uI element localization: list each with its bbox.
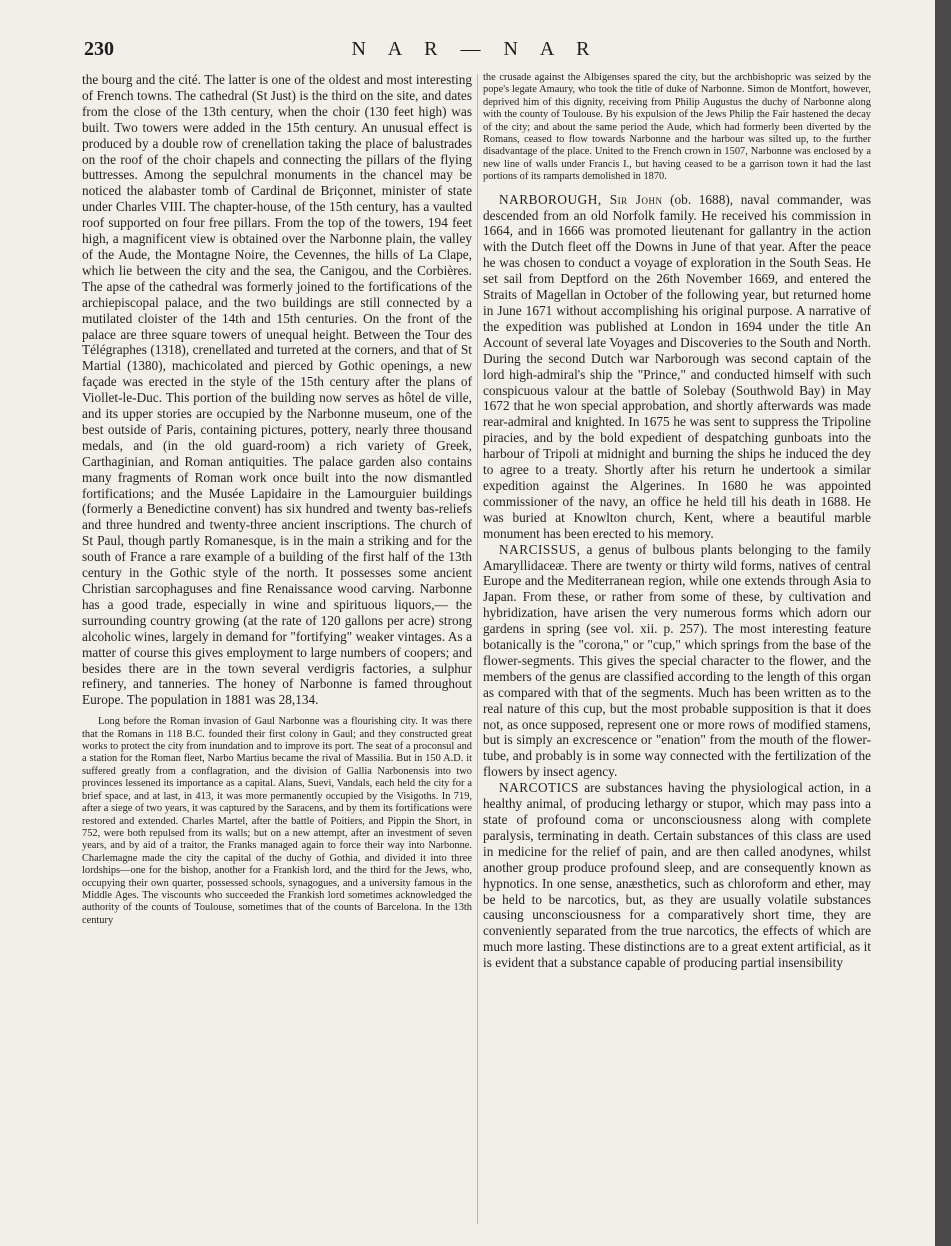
entry-heading-narborough: NARBOROUGH, Sir John xyxy=(499,191,663,207)
entry-heading-narcissus: NARCISSUS, xyxy=(499,541,581,557)
page-number: 230 xyxy=(84,38,114,60)
paragraph-narbonne-history: Long before the Roman invasion of Gaul Narbonne was a flourishing city. It was there that the Romans in 118 B.C. founded their first colony in Gaul; and they constructed great works to protect the city from inundation and to improve its port. The seat of a proconsul and a station for the Roman fleet, Narbo Martius became the rival of Massilia. But in 150 A.D. it suffered greatly from a conflagration, and the division of Gallia Narbonensis into two provinces lessened its importance as a capital. Alans, Suevi, Vandals, each held the city for a brief space, and at last, in 413, it was more permanently occupied by the Visigoths. In 719, after a siege of two years, it was captured by the Saracens, and by them its fortifications were restored and extended. Charles Martel, after the battle of Poitiers, and Pippin the Short, in 752, were both repulsed from its walls; but on a new attempt, after an investment of seven years, and by aid of a traitor, the Franks managed again to force their way into Narbonne. Charlemagne made the city the capital of the duchy of Gothia, and divided it into three lordships—one for the bishop, another for a Frankish lord, and the third for the Jews, who, occupying their own quarter, possessed schools, synagogues, and a university famous in the Middle Ages. The viscounts who succeeded the Frankish lord sometimes acknowledged the authority of the counts of Toulouse, sometimes that of the counts of Barcelona. In the 13th century xyxy=(82,716,472,926)
entry-text-narcissus: a genus of bulbous plants belonging to the family Amaryllidaceæ. There are twenty or thirty wild forms, natives of central Europe and the Mediterranean region, while one extends through Asia to Japan. From these, or rather from some of these, by cultivation and hybridization, have arisen the very numerous forms which adorn our gardens in spring (see vol. xii. p. 257). The most interesting feature botanically is the "corona," or "cup," which springs from the base of the flower-segments. This gives the special character to the flower, and the members of the genus are classified according to the length of this organ as compared with that of the segments. Much has been written as to the real nature of this cup, but the most probable supposition is that it does not, as once supposed, represent one or more rows of modified stamens, but is simply an excrescence or "enation" from the mouth of the flower-tube, and probably is in some way connected with the fertilization of the flowers by insect agency. xyxy=(483,541,872,780)
running-title: N A R — N A R xyxy=(351,38,599,60)
entry-narcissus xyxy=(483,542,871,781)
entry-narborough xyxy=(483,192,871,542)
column-divider xyxy=(477,74,478,1224)
entry-narcotics xyxy=(483,780,871,971)
entry-heading-narcotics: NARCOTICS xyxy=(499,780,579,796)
right-column xyxy=(483,72,871,1222)
page-edge-shadow xyxy=(935,0,951,1246)
paragraph-narbonne-history-continued: the crusade against the Albigenses spared the city, but the archbishopric was seized by the pope's legate Amaury, who took the title of duke of Narbonne. Simon de Montfort, however, deprived him of this dignity, receiving from Philip Augustus the duchy of Narbonne along with the county of Toulouse. By his expulsion of the Jews Philip the Fair hastened the decay of the city; and about the same period the Aude, which had formerly been diverted by the Romans, ceased to flow towards Narbonne and the harbour was silted up, to the further disadvantage of the place. United to the French crown in 1507, Narbonne was enclosed by a new line of walls under Francis I., but having ceased to be a garrison town it had the last portions of its ramparts demolished in 1870. xyxy=(483,72,871,183)
entry-text-narborough: (ob. 1688), naval commander, was descended from an old Norfolk family. He received his commission in 1664, and in 1666 was promoted lieutenant for gallantry in the action with the Dutch fleet off the Downs in June of that year. After the peace he was chosen to conduct a voyage of exploration in the South Seas. He set sail from Deptford on the 26th November 1669, and entered the Straits of Magellan in October of the following year, but returned home in June 1671 without accomplishing his original purpose. A narrative of the expedition was published at London in 1694 under the title An Account of several late Voyages and Discoveries to the South and North. During the second Dutch war Narborough was second captain of the lord high-admiral's ship the "Prince," and conducted himself with such conspicuous valour at the battle of Solebay (Southwold Bay) in May 1672 that he won special approbation, and shortly afterwards was made rear-admiral and knighted. In 1675 he was sent to suppress the Tripoline piracies, and by the bold expedient of despatching gunboats into the harbour of Tripoli at midnight and burning the ships he induced the dey to agree to a treaty. Shortly after his return he undertook a similar expedition against the Algerines. In 1680 he was appointed commissioner of the navy, an office he held till his death in 1688. He was buried at Knowlton church, Kent, where a beautiful marble monument has been erected to his memory. xyxy=(483,191,871,541)
paragraph-narbonne-description: the bourg and the cité. The latter is one of the oldest and most interesting of French towns. The cathedral (St Just) is the third on the site, and dates from the close of the 13th century, when the choir (130 feet high) was built. Two towers were added in the 15th century. An unusual effect is produced by a double row of crenellation taking the place of balustrades on the roof of the choir chapels and connecting the pillars of the flying buttresses. Among the sepulchral monuments in the chancel may be noticed the alabaster tomb of Cardinal de Briçonnet, minister of state under Charles VIII. The chapter-house, of the 15th century, has a vaulted roof supported on four free pillars. From the top of the towers, 194 feet high, a magnificent view is obtained over the Narbonne plain, the valley of the Aude, the Montagne Noire, the Cevennes, the hills of La Clape, which lie between the city and the sea, the Canigou, and the Corbières. The apse of the cathedral was formerly joined to the fortifications of the archiepiscopal palace, and the two buildings are still connected by a mutilated cloister of the 14th and 15th centuries. On the front of the palace are three square towers of unequal height. Between the Tour des Télégraphes (1318), crenellated and turreted at the corners, and that of St Martial (1380), machicolated and pierced by Gothic openings, a new façade was erected in the style of the 15th century after the plans of Viollet-le-Duc. This portion of the building now serves as hôtel de ville, and its upper stories are occupied by the Narbonne museum, one of the best outside of Paris, containing pictures, pottery, nearly three thousand medals, and (in the old guard-room) a rich variety of Greek, Carthaginian, and Roman antiquities. The palace garden also contains many fragments of Roman work once built into the now dismantled fortifications; and the Musée Lapidaire in the Lamourguier buildings (formerly a Benedictine convent) has six hundred and twenty bas-reliefs and three hundred and twenty-three ancient inscriptions. The church of St Paul, though partly Romanesque, is in the main a striking and for the south of France a rare example of a building of the first half of the 13th century in the Gothic style of the north. It possesses some ancient Christian sarcophaguses and fine Renaissance wood carving. Narbonne has a good trade, especially in wine and spirituous liquors,— the surrounding country growing (at the rate of 120 gallons per acre) strong alcoholic wines, largely in demand for "fortifying" weaker vintages. As a matter of course this gives employment to large numbers of coopers; and besides there are in the town several verdigris factories, a sulphur refinery, and tanneries. The honey of Narbonne is famed throughout Europe. The population in 1881 was 28,134. xyxy=(82,72,472,708)
entry-text-narcotics: are substances having the physiological action, in a healthy animal, of producing lethargy or stupor, which may pass into a state of profound coma or unconsciousness along with complete paralysis, terminating in death. Certain substances of this class are used in medicine for the relief of pain, and are then called anodynes, whilst another group produce profound sleep, and are consequently known as hypnotics. In one sense, anæsthetics, such as chloroform and ether, may be held to be narcotics, but, as they are usually volatile substances causing unconsciousness for a comparatively short time, they are conveniently separated from the true narcotics, the effects of which are much more lasting. These distinctions are to a great extent artificial, as it is evident that a substance capable of producing partial insensibility xyxy=(483,780,871,971)
left-column xyxy=(82,72,472,1222)
page-header xyxy=(80,38,870,64)
